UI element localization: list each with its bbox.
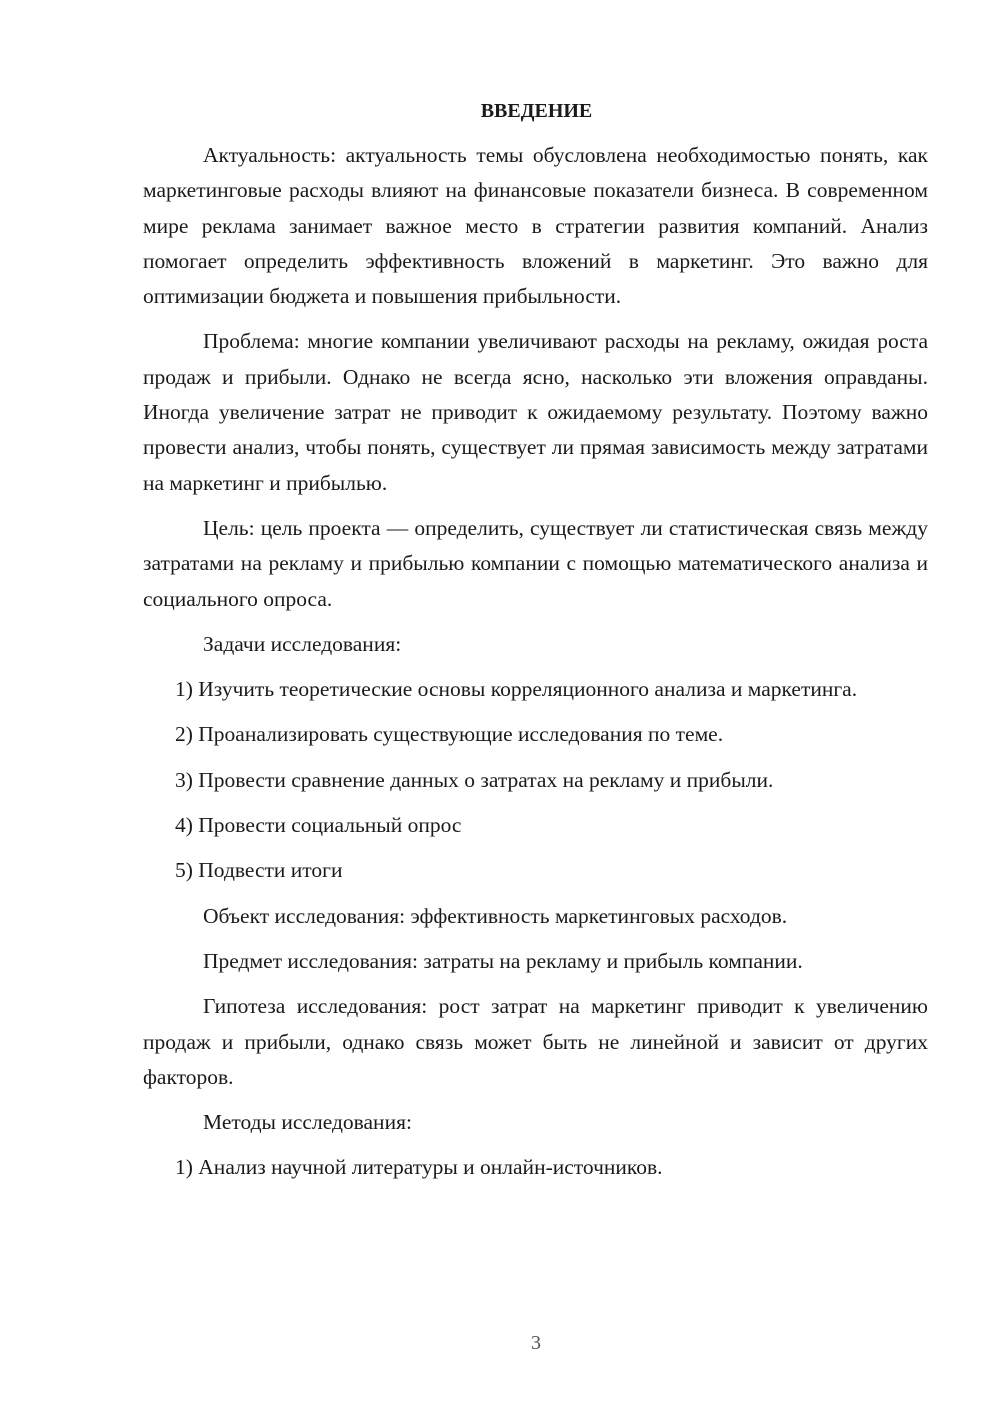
task-list-item: 2) Проанализировать существующие исследования по теме. — [175, 722, 724, 747]
paragraph-subject: Предмет исследования: затраты на рекламу и прибыль компании. — [203, 948, 803, 973]
method-list-item: 1) Анализ научной литературы и онлайн-источников. — [175, 1155, 663, 1180]
paragraph-relevance: Актуальность: актуальность темы обусловлена необходимостью понять, как маркетинговые расходы влияют на финансовые показатели бизнеса. В современном мире реклама занимает важное место в стратегии развития компаний. Анализ помогает определить эффективность вложений в маркетинг. Это важно для оптимизации бюджета и повышения прибыльности. — [143, 143, 928, 309]
paragraph-hypothesis: Гипотеза исследования: рост затрат на маркетинг приводит к увеличению продаж и прибыли, однако связь может быть не линейной и зависит от других факторов. — [143, 994, 928, 1089]
paragraph-goal: Цель: цель проекта — определить, существует ли статистическая связь между затратами на рекламу и прибылью компании с помощью математического анализа и социального опроса. — [143, 515, 928, 611]
task-list-item: 5) Подвести итоги — [175, 858, 343, 883]
page-body — [143, 96, 928, 1196]
paragraph-object: Объект исследования: эффективность маркетинговых расходов. — [203, 903, 788, 928]
task-list-item: 4) Провести социальный опрос — [175, 813, 462, 838]
task-list-item: 1) Изучить теоретические основы корреляционного анализа и маркетинга. — [175, 677, 858, 702]
paragraph-problem: Проблема: многие компании увеличивают расходы на рекламу, ожидая роста продаж и прибыли. Однако не всегда ясно, насколько эти вложения оправданы. Иногда увеличение затрат не приводит к ожидаемому результату. Поэтому важно провести анализ, чтобы понять, существует ли прямая зависимость между затратами на маркетинг и прибылью. — [143, 329, 928, 495]
paragraph-methods-heading: Методы исследования: — [203, 1110, 412, 1135]
page-number: 3 — [531, 1332, 541, 1354]
paragraph-tasks-heading: Задачи исследования: — [203, 631, 402, 656]
page-title: ВВЕДЕНИЕ — [480, 100, 593, 122]
task-list-item: 3) Провести сравнение данных о затратах на рекламу и прибыли. — [175, 767, 774, 792]
